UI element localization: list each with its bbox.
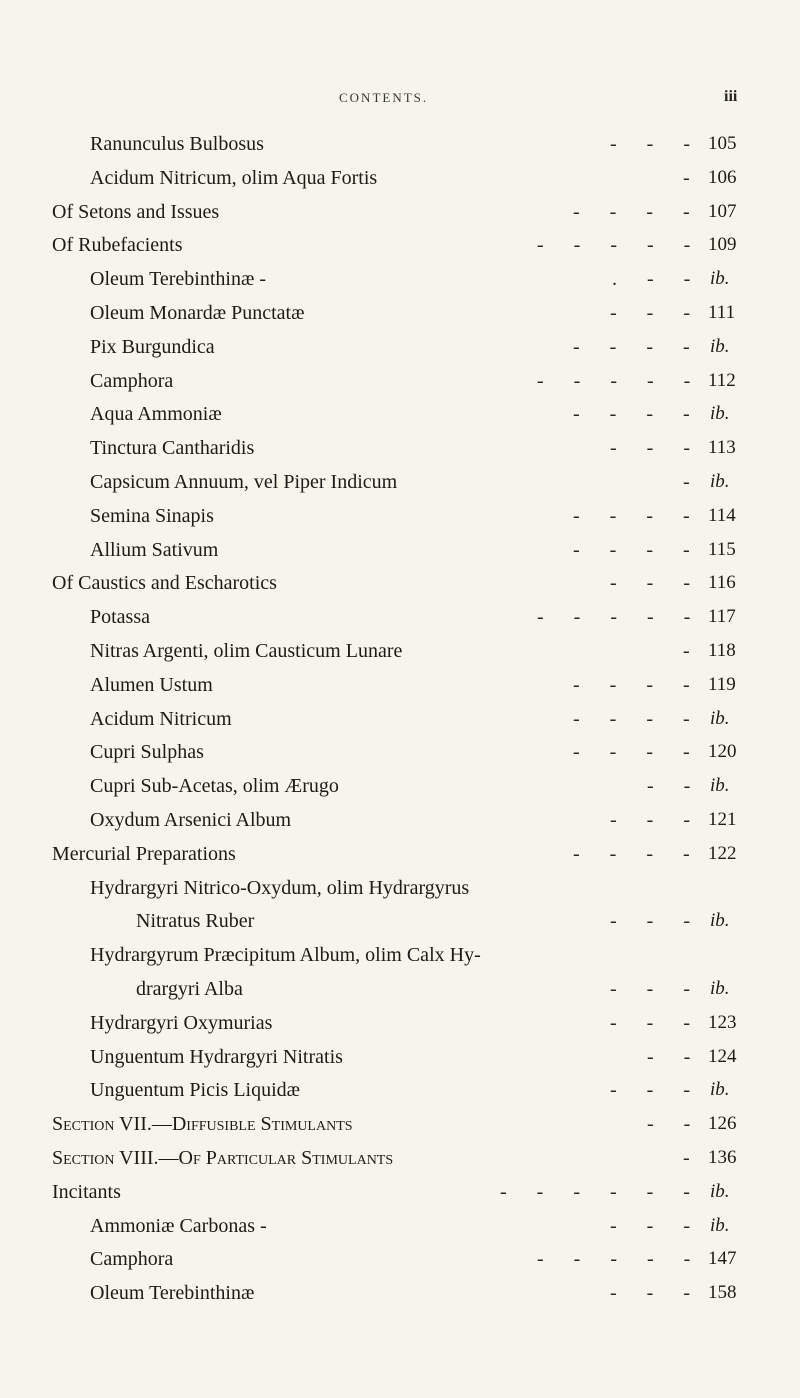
toc-entry <box>0 806 800 834</box>
toc-entry-page: 109 <box>708 234 737 256</box>
toc-entry-label: Section VII.—Diffusible Stimulants <box>52 1113 353 1136</box>
toc-entry <box>0 265 800 293</box>
page-header <box>0 88 800 114</box>
toc-entry-page: 114 <box>708 504 736 526</box>
toc-entry-page: ib. <box>710 978 730 999</box>
toc-entry-leader: - - <box>647 1045 691 1068</box>
toc-entry <box>0 1212 800 1240</box>
toc-entry-page: ib. <box>710 775 730 797</box>
toc-entry <box>0 1178 800 1206</box>
toc-entry-leader: - - - <box>610 1011 690 1034</box>
toc-entry-page: 126 <box>708 1113 737 1135</box>
toc-entry <box>0 333 800 361</box>
toc-entry-label: Allium Sativum <box>90 538 219 561</box>
toc-entry-page: 116 <box>708 572 736 594</box>
toc-entry-leader: - - - <box>610 809 690 831</box>
toc-entry-label: Aqua Ammoniæ <box>90 403 222 426</box>
toc-entry-label: Oxydum Arsenici Album <box>90 809 292 831</box>
toc-entry <box>0 299 800 327</box>
toc-entry-page: 106 <box>708 166 737 188</box>
toc-entry <box>0 874 800 902</box>
toc-entry-leader: - - <box>647 1113 691 1136</box>
toc-entry <box>0 1110 800 1138</box>
toc-entry-page: ib. <box>710 268 730 290</box>
toc-entry <box>0 400 800 428</box>
toc-entry-label: Unguentum Picis Liquidæ <box>90 1079 300 1102</box>
toc-entry <box>0 941 800 969</box>
toc-entry-leader: - - - - <box>573 504 690 527</box>
toc-entry-label: Semina Sinapis <box>90 504 214 527</box>
toc-entry-label: Hydrargyri Oxymurias <box>90 1011 273 1034</box>
toc-entry-leader: - - - <box>610 572 690 595</box>
toc-entry-page: 113 <box>708 437 736 459</box>
toc-entry-page: 121 <box>708 809 737 830</box>
toc-entry-label: Acidum Nitricum <box>90 707 232 730</box>
toc-entry <box>0 671 800 699</box>
toc-entry-leader: - - - <box>610 1214 690 1237</box>
toc-entry-leader: - - - <box>610 302 690 324</box>
toc-entry-label: Potassa <box>90 606 150 629</box>
toc-entry-page: 120 <box>708 741 737 763</box>
toc-entry <box>0 907 800 935</box>
toc-entry-leader: - <box>683 640 690 662</box>
toc-entry-page: 122 <box>708 842 737 864</box>
toc-entry-leader: - - - - <box>573 538 690 561</box>
toc-entry-page: 107 <box>708 200 737 222</box>
toc-entry-label: Of Caustics and Escharotics <box>52 572 277 595</box>
toc-entry-label: Oleum Terebinthinæ - <box>90 268 266 291</box>
toc-entry-page: 147 <box>708 1248 737 1270</box>
toc-entry-page: ib. <box>710 707 730 729</box>
toc-entry-leader: - - - <box>610 133 690 155</box>
toc-entry-label: Ammoniæ Carbonas - <box>90 1214 267 1237</box>
running-title: CONTENTS. <box>339 90 429 105</box>
toc-entry-label: Nitras Argenti, olim Causticum Lunare <box>90 640 403 662</box>
toc-entry-page: 136 <box>708 1147 737 1168</box>
toc-entry-page: 124 <box>708 1045 737 1067</box>
toc-entry <box>0 536 800 564</box>
toc-entry-leader: - - - - <box>573 842 690 865</box>
toc-entry-page: 119 <box>708 673 736 695</box>
toc-entry-label: Capsicum Annuum, vel Piper Indicum <box>90 471 398 493</box>
toc-entry-leader: - - - - <box>573 673 690 696</box>
toc-entry-label: Camphora <box>90 1248 174 1271</box>
toc-entry-label: Unguentum Hydrargyri Nitratis <box>90 1045 343 1068</box>
toc-entry-leader: - - - <box>610 910 690 933</box>
toc-entry-leader: - <box>683 471 690 493</box>
toc-entry <box>0 975 800 1003</box>
toc-entry-leader: - - - - - <box>537 369 691 392</box>
toc-entry-label: Section VIII.—Of Particular Stimulants <box>52 1147 394 1169</box>
toc-entry-leader: - - - <box>610 1282 690 1305</box>
toc-entry-leader: - - - <box>610 1079 690 1102</box>
toc-entry <box>0 1043 800 1071</box>
toc-entry-page: ib. <box>710 1214 730 1236</box>
toc-entry <box>0 1144 800 1172</box>
toc-entry-page: 123 <box>708 1011 737 1033</box>
toc-entry <box>0 705 800 733</box>
toc-entry-label: Alumen Ustum <box>90 673 213 696</box>
toc-entry-page: ib. <box>710 471 730 492</box>
toc-entry-page: ib. <box>710 1079 730 1101</box>
toc-entry-leader: - - - - <box>573 707 690 730</box>
toc-entry-leader: - - - - - <box>537 234 691 257</box>
toc-entry-leader: - - <box>647 775 691 798</box>
toc-entry-label: Pix Burgundica <box>90 335 215 358</box>
toc-entry <box>0 1245 800 1273</box>
toc-entry-leader: - - - - <box>573 200 690 223</box>
toc-entry-label: Nitratus Ruber <box>136 910 255 933</box>
toc-entry <box>0 198 800 226</box>
toc-entry-label: Hydrargyri Nitrico-Oxydum, olim Hydrargyrus <box>90 876 470 899</box>
toc-entry <box>0 637 800 665</box>
toc-entry <box>0 231 800 259</box>
toc-entry-label: Oleum Monardæ Punctatæ <box>90 302 305 324</box>
toc-entry-label: Oleum Terebinthinæ <box>90 1282 255 1305</box>
toc-entry-label: Cupri Sub-Acetas, olim Ærugo <box>90 775 339 798</box>
toc-entry-leader: - - - - - - <box>500 1180 690 1203</box>
toc-entry <box>0 738 800 766</box>
toc-entry <box>0 468 800 496</box>
toc-entry-label: Mercurial Preparations <box>52 842 236 865</box>
toc-entry-page: ib. <box>710 1180 730 1202</box>
toc-entry-leader: - - - - <box>573 335 690 358</box>
toc-entry-label: Incitants <box>52 1180 121 1203</box>
toc-entry <box>0 367 800 395</box>
toc-entry <box>0 164 800 192</box>
toc-entry <box>0 1279 800 1307</box>
toc-entry <box>0 603 800 631</box>
page-number: iii <box>724 88 738 105</box>
toc-entry <box>0 130 800 158</box>
toc-entry-leader: - <box>683 166 690 189</box>
toc-entry-page: ib. <box>710 910 730 932</box>
toc-entry-label: drargyri Alba <box>136 978 243 1000</box>
toc-entry-leader: . - - <box>612 268 691 291</box>
toc-entry-page: 112 <box>708 369 736 391</box>
toc-entry-label: Cupri Sulphas <box>90 741 204 764</box>
toc-entry-page: 111 <box>708 302 736 323</box>
toc-entry <box>0 840 800 868</box>
toc-entry-page: 117 <box>708 606 736 628</box>
toc-entry-page: 105 <box>708 133 737 154</box>
toc-entry-page: 115 <box>708 538 736 560</box>
toc-entry-page: ib. <box>710 335 730 357</box>
toc-entry <box>0 502 800 530</box>
toc-entry-leader: - - - - <box>573 403 690 426</box>
toc-entry-leader: - - - - - <box>537 606 691 629</box>
toc-entry-label: Acidum Nitricum, olim Aqua Fortis <box>90 166 378 189</box>
toc-entry-page: 158 <box>708 1282 737 1304</box>
toc-entry-leader: - - - - - <box>537 1248 691 1271</box>
toc-entry-label: Ranunculus Bulbosus <box>90 133 264 155</box>
toc-entry-page: 118 <box>708 640 736 661</box>
toc-entry <box>0 772 800 800</box>
toc-entry-leader: - <box>683 1147 690 1169</box>
toc-entry <box>0 1009 800 1037</box>
toc-entry-label: Of Rubefacients <box>52 234 183 257</box>
toc-entry-label: Tinctura Cantharidis <box>90 437 255 460</box>
toc-entry <box>0 569 800 597</box>
toc-entry-leader: - - - <box>610 437 690 460</box>
toc-entry-leader: - - - - <box>573 741 690 764</box>
toc-entry <box>0 434 800 462</box>
toc-entry-label: Of Setons and Issues <box>52 200 220 223</box>
toc-entry-label: Hydrargyrum Præcipitum Album, olim Calx Hy- <box>90 944 481 967</box>
toc-entry-leader: - - - <box>610 978 690 1000</box>
toc-entry-label: Camphora <box>90 369 174 392</box>
toc-entry-page: ib. <box>710 403 730 425</box>
toc-entry <box>0 1076 800 1104</box>
